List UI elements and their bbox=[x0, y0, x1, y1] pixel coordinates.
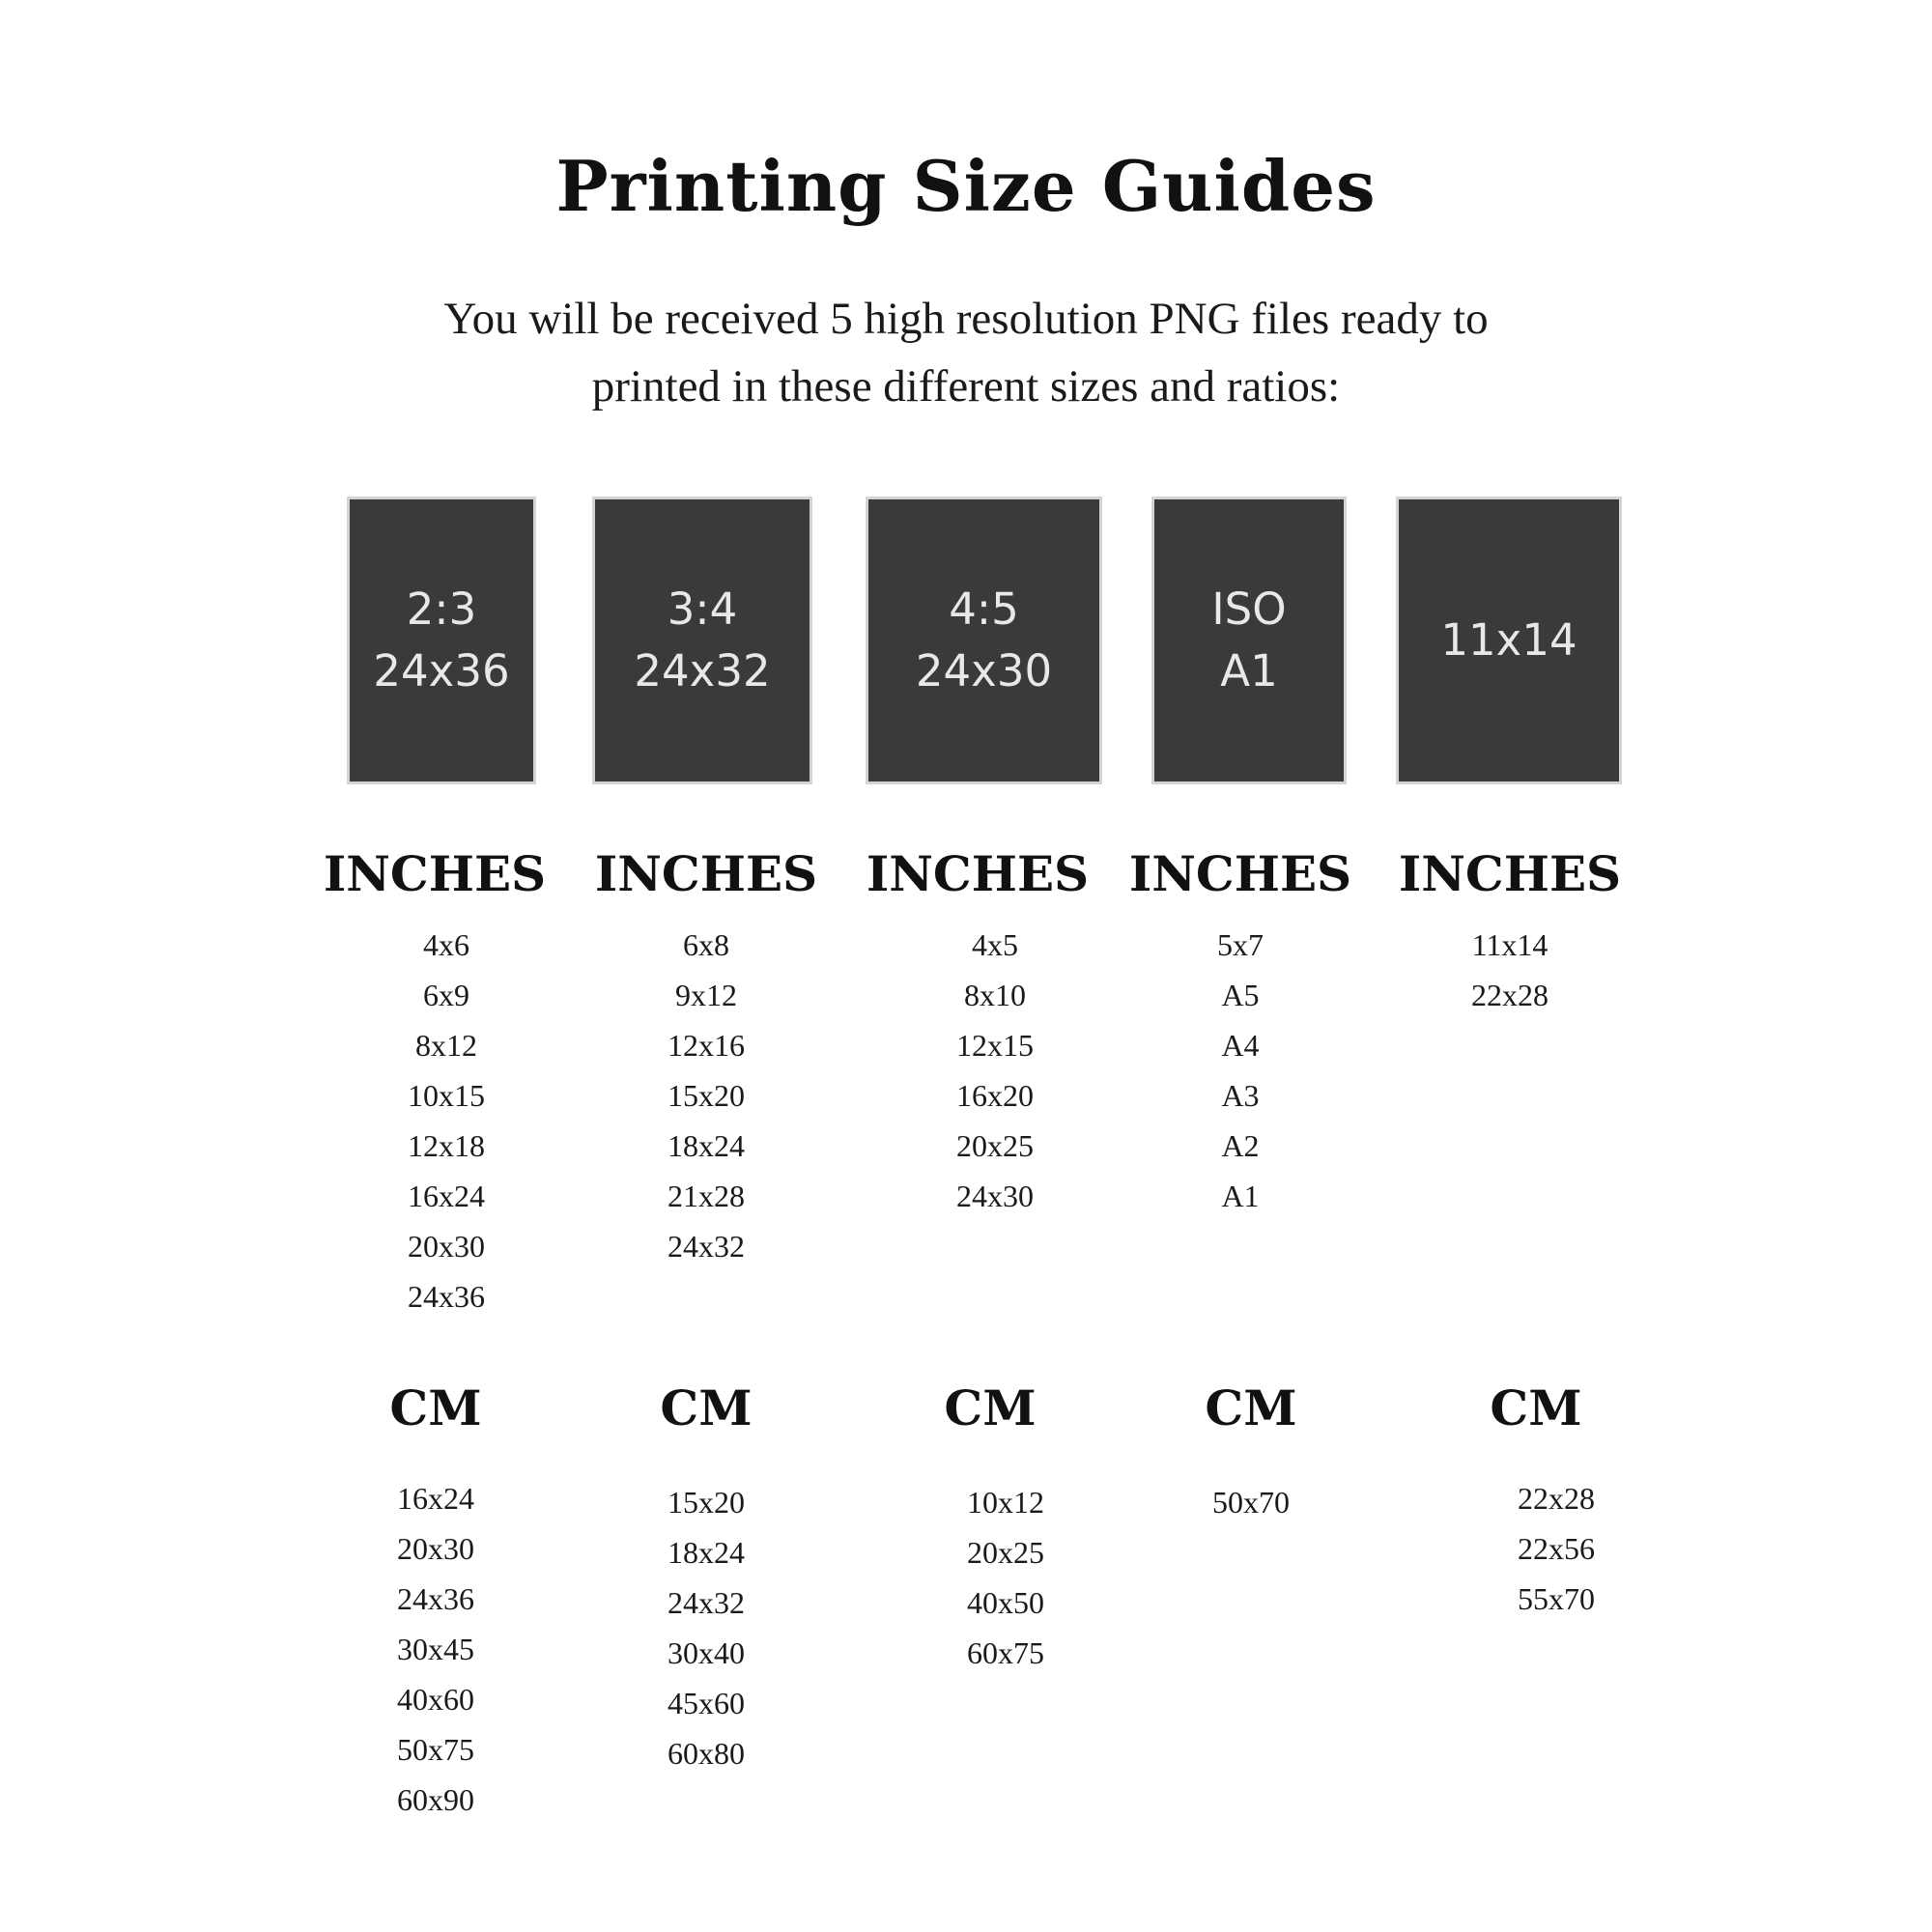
list-item: 4x5 bbox=[972, 927, 1018, 962]
inches-heading: INCHES bbox=[323, 845, 547, 902]
list-item: 6x9 bbox=[423, 978, 469, 1012]
list-item: 10x15 bbox=[408, 1078, 485, 1113]
list-item: 50x70 bbox=[1212, 1485, 1290, 1520]
cm-list bbox=[905, 1477, 1106, 1678]
list-item: 15x20 bbox=[668, 1485, 745, 1520]
list-item: 22x28 bbox=[1471, 978, 1548, 1012]
inches-list bbox=[1124, 920, 1356, 1221]
cm-column-1 bbox=[320, 1379, 552, 1825]
list-item: 16x24 bbox=[397, 1481, 474, 1516]
list-item: 4x6 bbox=[423, 927, 469, 962]
list-item: 30x45 bbox=[397, 1632, 474, 1666]
list-item: 40x60 bbox=[397, 1682, 474, 1717]
list-item: 24x36 bbox=[408, 1279, 485, 1314]
list-item: 20x25 bbox=[956, 1128, 1034, 1163]
frame-3-4 bbox=[595, 499, 810, 781]
list-item: 40x50 bbox=[967, 1585, 1044, 1620]
list-item: 18x24 bbox=[668, 1128, 745, 1163]
list-item: A1 bbox=[1221, 1179, 1260, 1213]
list-item: 12x15 bbox=[956, 1028, 1034, 1063]
cm-heading: CM bbox=[944, 1379, 1037, 1436]
subtitle-line-1: You will be received 5 high resolution PNG files ready to bbox=[443, 294, 1489, 344]
list-item: 8x10 bbox=[964, 978, 1026, 1012]
list-item: 11x14 bbox=[1471, 927, 1548, 962]
list-item: 30x40 bbox=[668, 1635, 745, 1670]
list-item: 16x24 bbox=[408, 1179, 485, 1213]
list-item: 22x56 bbox=[1518, 1531, 1595, 1566]
inches-heading: INCHES bbox=[594, 845, 818, 902]
cm-list bbox=[320, 1473, 552, 1825]
list-item: 9x12 bbox=[675, 978, 737, 1012]
list-item: 5x7 bbox=[1217, 927, 1264, 962]
list-item: 20x30 bbox=[397, 1531, 474, 1566]
frame-size-label: A1 bbox=[1220, 645, 1278, 696]
cm-list bbox=[590, 1477, 822, 1778]
cm-column-4 bbox=[1135, 1379, 1367, 1527]
frame-iso-a1 bbox=[1154, 499, 1344, 781]
frame-ratio-label: 4:5 bbox=[949, 583, 1019, 635]
list-item: 8x12 bbox=[415, 1028, 477, 1063]
frame-2-3 bbox=[350, 499, 533, 781]
inches-column-2 bbox=[590, 845, 822, 1271]
frame-ratio-label: ISO bbox=[1211, 583, 1287, 635]
inches-list bbox=[590, 920, 822, 1271]
list-item: 60x90 bbox=[397, 1782, 474, 1817]
list-item: 60x75 bbox=[967, 1635, 1044, 1670]
inches-column-5 bbox=[1394, 845, 1626, 1020]
list-item: 22x28 bbox=[1518, 1481, 1595, 1516]
list-item: A3 bbox=[1221, 1078, 1260, 1113]
cm-column-2 bbox=[590, 1379, 822, 1778]
inches-list bbox=[1394, 920, 1626, 1020]
inches-heading: INCHES bbox=[1128, 845, 1352, 902]
list-item: 24x32 bbox=[668, 1229, 745, 1264]
list-item: 24x30 bbox=[956, 1179, 1034, 1213]
list-item: 12x16 bbox=[668, 1028, 745, 1063]
cm-heading: CM bbox=[660, 1379, 753, 1436]
list-item: 15x20 bbox=[668, 1078, 745, 1113]
inches-column-3 bbox=[862, 845, 1094, 1221]
list-item: 55x70 bbox=[1518, 1581, 1595, 1616]
inches-column-1 bbox=[319, 845, 551, 1321]
frame-11x14 bbox=[1399, 499, 1619, 781]
list-item: A2 bbox=[1221, 1128, 1260, 1163]
cm-heading: CM bbox=[389, 1379, 482, 1436]
inches-list bbox=[896, 920, 1094, 1221]
frame-ratio-label: 2:3 bbox=[406, 583, 477, 635]
cm-list bbox=[1461, 1473, 1652, 1624]
list-item: 16x20 bbox=[956, 1078, 1034, 1113]
list-item: 50x75 bbox=[397, 1732, 474, 1767]
list-item: A5 bbox=[1221, 978, 1260, 1012]
cm-list bbox=[1135, 1477, 1367, 1527]
list-item: 24x36 bbox=[397, 1581, 474, 1616]
page-title: Printing Size Guides bbox=[555, 145, 1377, 227]
frame-size-label: 24x36 bbox=[373, 645, 510, 696]
subtitle bbox=[290, 285, 1642, 420]
frame-ratio-label: 11x14 bbox=[1440, 614, 1577, 666]
list-item: 24x32 bbox=[668, 1585, 745, 1620]
list-item: 45x60 bbox=[668, 1686, 745, 1720]
cm-column-5 bbox=[1420, 1379, 1652, 1624]
cm-column-3 bbox=[874, 1379, 1106, 1678]
list-item: 18x24 bbox=[668, 1535, 745, 1570]
subtitle-line-2: printed in these different sizes and ratios: bbox=[591, 361, 1341, 412]
list-item: 20x25 bbox=[967, 1535, 1044, 1570]
inches-column-4 bbox=[1124, 845, 1356, 1221]
frame-ratio-label: 3:4 bbox=[667, 583, 738, 635]
inches-heading: INCHES bbox=[866, 845, 1090, 902]
cm-heading: CM bbox=[1490, 1379, 1582, 1436]
list-item: 12x18 bbox=[408, 1128, 485, 1163]
frame-size-label: 24x30 bbox=[915, 645, 1053, 696]
list-item: 20x30 bbox=[408, 1229, 485, 1264]
list-item: 6x8 bbox=[683, 927, 729, 962]
list-item: 21x28 bbox=[668, 1179, 745, 1213]
inches-heading: INCHES bbox=[1398, 845, 1622, 902]
frame-4-5 bbox=[868, 499, 1099, 781]
inches-list bbox=[342, 920, 551, 1321]
list-item: 60x80 bbox=[668, 1736, 745, 1771]
frame-size-label: 24x32 bbox=[634, 645, 771, 696]
list-item: 10x12 bbox=[967, 1485, 1044, 1520]
cm-heading: CM bbox=[1205, 1379, 1297, 1436]
list-item: A4 bbox=[1221, 1028, 1260, 1063]
